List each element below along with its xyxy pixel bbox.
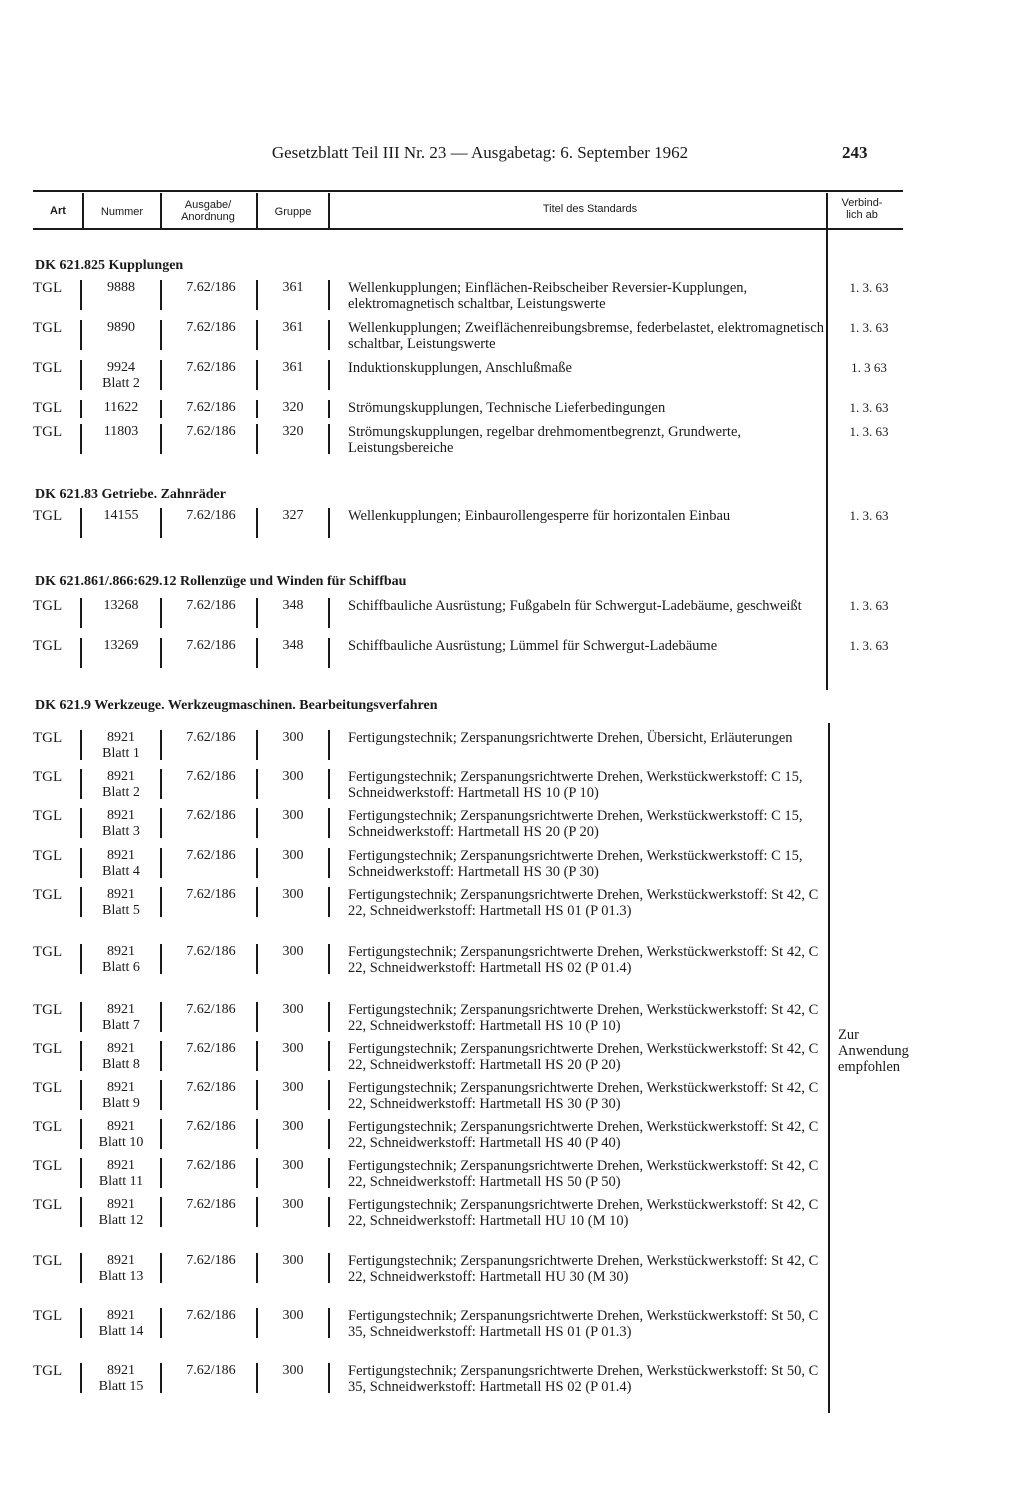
column-separator <box>80 424 82 454</box>
cell-nummer <box>86 848 156 880</box>
cell-ausgabe: 7.62/186 <box>186 887 236 902</box>
column-separator <box>256 638 258 668</box>
nummer-value: 11622 <box>103 400 139 415</box>
column-separator <box>256 1119 258 1149</box>
column-separator <box>80 887 82 917</box>
column-separator <box>256 508 258 538</box>
cell-ausgabe: 7.62/186 <box>186 638 236 653</box>
column-separator <box>160 1041 162 1071</box>
cell-verbindlich: 1. 3 63 <box>851 360 887 375</box>
cell-nummer <box>86 320 156 336</box>
table-row <box>0 280 1024 314</box>
header-divider <box>826 193 828 228</box>
table-row <box>0 638 1024 672</box>
cell-nummer <box>86 1197 156 1229</box>
header-divider <box>82 193 84 228</box>
cell-titel: Fertigungstechnik; Zerspanungsrichtwerte Drehen, Werkstückwerkstoff: C 15, Schneidwerkstoff: Hartmetall HS 20 (P 20) <box>348 808 803 840</box>
column-separator <box>160 769 162 799</box>
cell-nummer <box>86 944 156 976</box>
column-separator <box>160 400 162 418</box>
cell-nummer <box>86 808 156 840</box>
blatt-value: Blatt 4 <box>102 864 140 879</box>
nummer-value: 8921 <box>107 1041 135 1056</box>
column-header-gruppe: Gruppe <box>274 206 312 218</box>
cell-verbindlich: 1. 3. 63 <box>849 400 889 415</box>
table-row <box>0 887 1024 939</box>
column-separator <box>80 280 82 310</box>
column-separator <box>80 1363 82 1393</box>
section-title: DK 621.825 Kupplungen <box>35 258 184 273</box>
cell-nummer <box>86 1308 156 1340</box>
nummer-value: 9888 <box>107 280 135 295</box>
cell-nummer <box>86 1002 156 1034</box>
column-header-nummer: Nummer <box>100 206 144 218</box>
cell-nummer <box>86 400 156 416</box>
nummer-value: 8921 <box>107 769 135 784</box>
cell-gruppe: 361 <box>282 360 304 375</box>
column-header-ausgabe: Ausgabe/ Anordnung <box>181 199 235 223</box>
cell-nummer <box>86 1158 156 1190</box>
column-separator <box>160 1119 162 1149</box>
cell-gruppe: 300 <box>282 1197 304 1212</box>
section-title: DK 621.9 Werkzeuge. Werkzeugmaschinen. Bearbeitungsverfahren <box>35 698 438 713</box>
blatt-value: Blatt 12 <box>98 1213 144 1228</box>
column-separator <box>328 1158 330 1188</box>
cell-titel: Strömungskupplungen, regelbar drehmomentbegrenzt, Grundwerte, Leistungsbereiche <box>348 424 742 456</box>
verbindlich-column-rule <box>826 230 828 690</box>
cell-gruppe: 300 <box>282 1002 304 1017</box>
column-header-titel: Titel des Standards <box>542 203 638 215</box>
cell-ausgabe: 7.62/186 <box>186 508 236 523</box>
column-separator <box>256 400 258 418</box>
cell-ausgabe: 7.62/186 <box>186 1119 236 1134</box>
cell-gruppe: 300 <box>282 944 304 959</box>
cell-art: TGL <box>33 1197 63 1213</box>
nummer-value: 8921 <box>107 730 135 745</box>
nummer-value: 8921 <box>107 848 135 863</box>
nummer-value: 9924 <box>107 360 135 375</box>
column-separator <box>328 887 330 917</box>
column-separator <box>256 1158 258 1188</box>
blatt-value: Blatt 9 <box>102 1096 140 1111</box>
cell-titel: Fertigungstechnik; Zerspanungsrichtwerte Drehen, Werkstückwerkstoff: C 15, Schneidwerkstoff: Hartmetall HS 30 (P 30) <box>348 848 803 880</box>
column-separator <box>328 360 330 390</box>
cell-nummer <box>86 638 156 654</box>
column-separator <box>328 320 330 350</box>
cell-verbindlich: 1. 3. 63 <box>849 598 889 613</box>
column-separator <box>160 944 162 974</box>
column-separator <box>160 638 162 668</box>
column-separator <box>328 598 330 628</box>
column-separator <box>160 1253 162 1283</box>
nummer-value: 8921 <box>107 1002 135 1017</box>
cell-nummer <box>86 424 156 440</box>
column-separator <box>80 1308 82 1338</box>
cell-art: TGL <box>33 1041 63 1057</box>
cell-gruppe: 300 <box>282 1308 304 1323</box>
table-row <box>0 808 1024 842</box>
column-separator <box>328 944 330 974</box>
cell-art: TGL <box>33 769 63 785</box>
cell-art: TGL <box>33 1253 63 1269</box>
table-row <box>0 424 1024 458</box>
cell-ausgabe: 7.62/186 <box>186 730 236 745</box>
column-separator <box>80 598 82 628</box>
blatt-value: Blatt 6 <box>102 960 140 975</box>
cell-titel: Fertigungstechnik; Zerspanungsrichtwerte Drehen, Werkstückwerkstoff: St 42, C 22, Schneidwerkstoff: Hartmetall HU 10 (M 10) <box>348 1197 819 1229</box>
table-row <box>0 944 1024 996</box>
cell-gruppe: 361 <box>282 280 304 295</box>
cell-gruppe: 300 <box>282 1119 304 1134</box>
cell-art: TGL <box>33 508 63 524</box>
cell-art: TGL <box>33 1363 63 1379</box>
column-separator <box>328 808 330 838</box>
column-separator <box>328 1080 330 1110</box>
cell-titel: Schiffbauliche Ausrüstung; Lümmel für Schwergut-Ladebäume <box>348 638 718 654</box>
cell-art: TGL <box>33 1308 63 1324</box>
column-separator <box>80 1002 82 1032</box>
column-separator <box>160 424 162 454</box>
recommendation-brace <box>828 723 830 1413</box>
column-separator <box>160 360 162 390</box>
cell-art: TGL <box>33 808 63 824</box>
page-number: 243 <box>842 143 868 162</box>
cell-ausgabe: 7.62/186 <box>186 1253 236 1268</box>
table-header-bottom-rule <box>33 228 903 230</box>
table-row <box>0 1197 1024 1249</box>
column-separator <box>80 1253 82 1283</box>
blatt-value: Blatt 14 <box>98 1324 144 1339</box>
cell-art: TGL <box>33 320 63 336</box>
cell-titel: Fertigungstechnik; Zerspanungsrichtwerte Drehen, Werkstückwerkstoff: St 42, C 22, Schneidwerkstoff: Hartmetall HS 01 (P 01.3) <box>348 887 819 919</box>
cell-gruppe: 320 <box>282 400 304 415</box>
column-separator <box>160 1158 162 1188</box>
column-separator <box>256 808 258 838</box>
column-separator <box>160 1197 162 1227</box>
cell-nummer <box>86 1041 156 1073</box>
cell-titel: Schiffbauliche Ausrüstung; Fußgabeln für Schwergut-Ladebäume, geschweißt <box>348 598 802 614</box>
cell-verbindlich: 1. 3. 63 <box>849 508 889 523</box>
cell-gruppe: 300 <box>282 1253 304 1268</box>
column-separator <box>328 769 330 799</box>
column-separator <box>328 1363 330 1393</box>
column-separator <box>160 848 162 878</box>
column-separator <box>328 1308 330 1338</box>
cell-art: TGL <box>33 1158 63 1174</box>
cell-gruppe: 300 <box>282 808 304 823</box>
table-row <box>0 848 1024 882</box>
cell-titel: Fertigungstechnik; Zerspanungsrichtwerte Drehen, Werkstückwerkstoff: St 42, C 22, Schneidwerkstoff: Hartmetall HS 02 (P 01.4) <box>348 944 819 976</box>
cell-titel: Wellenkupplungen; Zweiflächenreibungsbremse, federbelastet, elektromagnetisch schaltbar, Leistungswerte <box>348 320 824 352</box>
column-separator <box>328 1253 330 1283</box>
cell-titel: Fertigungstechnik; Zerspanungsrichtwerte Drehen, Werkstückwerkstoff: St 42, C 22, Schneidwerkstoff: Hartmetall HS 50 (P 50) <box>348 1158 819 1190</box>
cell-art: TGL <box>33 638 63 654</box>
cell-titel: Fertigungstechnik; Zerspanungsrichtwerte Drehen, Werkstückwerkstoff: St 42, C 22, Schneidwerkstoff: Hartmetall HS 10 (P 10) <box>348 1002 819 1034</box>
column-separator <box>80 730 82 760</box>
table-row <box>0 730 1024 764</box>
cell-art: TGL <box>33 848 63 864</box>
cell-art: TGL <box>33 944 63 960</box>
column-separator <box>160 280 162 310</box>
cell-titel: Fertigungstechnik; Zerspanungsrichtwerte Drehen, Werkstückwerkstoff: St 42, C 22, Schneidwerkstoff: Hartmetall HS 30 (P 30) <box>348 1080 819 1112</box>
table-row <box>0 769 1024 803</box>
column-separator <box>328 638 330 668</box>
cell-titel: Fertigungstechnik; Zerspanungsrichtwerte Drehen, Werkstückwerkstoff: St 42, C 22, Schneidwerkstoff: Hartmetall HS 40 (P 40) <box>348 1119 819 1151</box>
column-separator <box>80 769 82 799</box>
column-separator <box>160 1363 162 1393</box>
side-note: Zur Anwendung empfohlen <box>838 1027 909 1075</box>
cell-ausgabe: 7.62/186 <box>186 598 236 613</box>
column-separator <box>256 1197 258 1227</box>
blatt-value: Blatt 11 <box>98 1174 144 1189</box>
column-separator <box>160 320 162 350</box>
table-row <box>0 1363 1024 1415</box>
column-separator <box>328 1119 330 1149</box>
column-separator <box>160 887 162 917</box>
cell-gruppe: 300 <box>282 769 304 784</box>
nummer-value: 14155 <box>103 508 139 523</box>
cell-gruppe: 300 <box>282 848 304 863</box>
column-separator <box>256 280 258 310</box>
cell-ausgabe: 7.62/186 <box>186 320 236 335</box>
nummer-value: 8921 <box>107 808 135 823</box>
cell-gruppe: 327 <box>282 508 304 523</box>
cell-verbindlich: 1. 3. 63 <box>849 424 889 439</box>
column-separator <box>328 424 330 454</box>
column-separator <box>256 598 258 628</box>
cell-ausgabe: 7.62/186 <box>186 1197 236 1212</box>
cell-art: TGL <box>33 598 63 614</box>
column-separator <box>80 1197 82 1227</box>
column-separator <box>160 1308 162 1338</box>
cell-nummer <box>86 598 156 614</box>
cell-nummer <box>86 280 156 296</box>
cell-gruppe: 300 <box>282 1080 304 1095</box>
column-separator <box>256 848 258 878</box>
section-title: DK 621.861/.866:629.12 Rollenzüge und Winden für Schiffbau <box>35 574 407 589</box>
page-header-title: Gesetzblatt Teil III Nr. 23 — Ausgabetag: 6. September 1962 <box>271 143 689 162</box>
nummer-value: 8921 <box>107 887 135 902</box>
column-separator <box>256 1080 258 1110</box>
cell-ausgabe: 7.62/186 <box>186 1308 236 1323</box>
cell-nummer <box>86 1253 156 1285</box>
cell-titel: Fertigungstechnik; Zerspanungsrichtwerte Drehen, Werkstückwerkstoff: C 15, Schneidwerkstoff: Hartmetall HS 10 (P 10) <box>348 769 803 801</box>
cell-art: TGL <box>33 1119 63 1135</box>
column-separator <box>328 1002 330 1032</box>
column-separator <box>328 730 330 760</box>
cell-art: TGL <box>33 280 63 296</box>
cell-titel: Fertigungstechnik; Zerspanungsrichtwerte Drehen, Übersicht, Erläuterungen <box>348 730 793 746</box>
column-separator <box>160 598 162 628</box>
column-separator <box>256 1041 258 1071</box>
cell-gruppe: 348 <box>282 638 304 653</box>
nummer-value: 8921 <box>107 1197 135 1212</box>
nummer-value: 9890 <box>107 320 135 335</box>
cell-art: TGL <box>33 424 63 440</box>
cell-ausgabe: 7.62/186 <box>186 848 236 863</box>
cell-titel: Fertigungstechnik; Zerspanungsrichtwerte Drehen, Werkstückwerkstoff: St 50, C 35, Schneidwerkstoff: Hartmetall HS 01 (P 01.3) <box>348 1308 819 1340</box>
column-separator <box>80 320 82 350</box>
cell-ausgabe: 7.62/186 <box>186 400 236 415</box>
cell-ausgabe: 7.62/186 <box>186 1080 236 1095</box>
blatt-value: Blatt 10 <box>98 1135 144 1150</box>
table-row <box>0 508 1024 542</box>
cell-nummer <box>86 887 156 919</box>
nummer-value: 8921 <box>107 1080 135 1095</box>
nummer-value: 13268 <box>103 598 139 613</box>
column-separator <box>80 638 82 668</box>
table-row <box>0 1308 1024 1360</box>
nummer-value: 8921 <box>107 1363 135 1378</box>
blatt-value: Blatt 2 <box>102 785 140 800</box>
cell-gruppe: 320 <box>282 424 304 439</box>
cell-ausgabe: 7.62/186 <box>186 1002 236 1017</box>
column-separator <box>160 808 162 838</box>
column-header-art: Art <box>50 205 66 217</box>
column-separator <box>256 1002 258 1032</box>
cell-ausgabe: 7.62/186 <box>186 424 236 439</box>
column-separator <box>328 508 330 538</box>
cell-nummer <box>86 730 156 762</box>
table-row <box>0 1119 1024 1153</box>
table-row <box>0 598 1024 632</box>
column-separator <box>80 808 82 838</box>
column-separator <box>328 400 330 418</box>
column-separator <box>160 508 162 538</box>
blatt-value: Blatt 13 <box>98 1269 144 1284</box>
cell-art: TGL <box>33 1080 63 1096</box>
table-row <box>0 320 1024 354</box>
column-separator <box>328 1041 330 1071</box>
column-separator <box>80 1158 82 1188</box>
column-separator <box>328 1197 330 1227</box>
cell-titel: Wellenkupplungen; Einbaurollengesperre für horizontalen Einbau <box>348 508 731 524</box>
column-separator <box>256 944 258 974</box>
column-separator <box>80 1119 82 1149</box>
column-separator <box>256 1308 258 1338</box>
header-divider <box>328 193 330 228</box>
cell-titel: Strömungskupplungen, Technische Lieferbedingungen <box>348 400 666 416</box>
cell-titel: Wellenkupplungen; Einflächen-Reibscheiber Reversier-Kupplungen, elektromagnetisch schaltbar, Leistungswerte <box>348 280 748 312</box>
blatt-value: Blatt 7 <box>102 1018 140 1033</box>
column-separator <box>80 1080 82 1110</box>
cell-art: TGL <box>33 360 63 376</box>
column-separator <box>256 360 258 390</box>
blatt-value: Blatt 8 <box>102 1057 140 1072</box>
cell-verbindlich: 1. 3. 63 <box>849 280 889 295</box>
cell-titel: Fertigungstechnik; Zerspanungsrichtwerte Drehen, Werkstückwerkstoff: St 50, C 35, Schneidwerkstoff: Hartmetall HS 02 (P 01.4) <box>348 1363 819 1395</box>
cell-gruppe: 300 <box>282 1158 304 1173</box>
cell-ausgabe: 7.62/186 <box>186 808 236 823</box>
column-separator <box>256 320 258 350</box>
table-row <box>0 1158 1024 1192</box>
nummer-value: 8921 <box>107 1253 135 1268</box>
column-separator <box>328 848 330 878</box>
column-separator <box>256 1363 258 1393</box>
table-row <box>0 1253 1024 1305</box>
table-row <box>0 400 1024 418</box>
cell-gruppe: 300 <box>282 730 304 745</box>
nummer-value: 8921 <box>107 1308 135 1323</box>
column-separator <box>256 730 258 760</box>
column-header-verbindlich: Verbind- lich ab <box>841 197 883 221</box>
column-separator <box>328 280 330 310</box>
column-separator <box>256 1253 258 1283</box>
cell-titel: Fertigungstechnik; Zerspanungsrichtwerte Drehen, Werkstückwerkstoff: St 42, C 22, Schneidwerkstoff: Hartmetall HU 30 (M 30) <box>348 1253 819 1285</box>
table-top-rule <box>33 190 903 192</box>
column-separator <box>80 508 82 538</box>
cell-nummer <box>86 360 156 392</box>
column-separator <box>80 360 82 390</box>
cell-gruppe: 300 <box>282 1041 304 1056</box>
cell-ausgabe: 7.62/186 <box>186 1041 236 1056</box>
cell-nummer <box>86 508 156 524</box>
column-separator <box>160 1002 162 1032</box>
cell-ausgabe: 7.62/186 <box>186 1363 236 1378</box>
cell-ausgabe: 7.62/186 <box>186 280 236 295</box>
cell-art: TGL <box>33 730 63 746</box>
blatt-value: Blatt 5 <box>102 903 140 918</box>
cell-gruppe: 348 <box>282 598 304 613</box>
column-separator <box>80 1041 82 1071</box>
header-divider <box>256 193 258 228</box>
blatt-value: Blatt 3 <box>102 824 140 839</box>
blatt-value: Blatt 1 <box>102 746 140 761</box>
cell-art: TGL <box>33 887 63 903</box>
cell-gruppe: 300 <box>282 887 304 902</box>
header-divider <box>160 193 162 228</box>
cell-nummer <box>86 1363 156 1395</box>
nummer-value: 8921 <box>107 944 135 959</box>
nummer-value: 8921 <box>107 1119 135 1134</box>
table-row <box>0 1080 1024 1114</box>
cell-ausgabe: 7.62/186 <box>186 944 236 959</box>
cell-art: TGL <box>33 400 63 416</box>
column-separator <box>80 848 82 878</box>
column-separator <box>256 887 258 917</box>
column-separator <box>256 769 258 799</box>
cell-verbindlich: 1. 3. 63 <box>849 320 889 335</box>
blatt-value: Blatt 2 <box>102 376 140 391</box>
nummer-value: 8921 <box>107 1158 135 1173</box>
cell-ausgabe: 7.62/186 <box>186 769 236 784</box>
nummer-value: 13269 <box>103 638 139 653</box>
cell-nummer <box>86 1080 156 1112</box>
cell-verbindlich: 1. 3. 63 <box>849 638 889 653</box>
column-separator <box>80 400 82 418</box>
cell-art: TGL <box>33 1002 63 1018</box>
cell-ausgabe: 7.62/186 <box>186 360 236 375</box>
cell-nummer <box>86 769 156 801</box>
cell-gruppe: 361 <box>282 320 304 335</box>
column-separator <box>80 944 82 974</box>
column-separator <box>160 730 162 760</box>
cell-gruppe: 300 <box>282 1363 304 1378</box>
column-separator <box>256 424 258 454</box>
cell-ausgabe: 7.62/186 <box>186 1158 236 1173</box>
cell-titel: Fertigungstechnik; Zerspanungsrichtwerte Drehen, Werkstückwerkstoff: St 42, C 22, Schneidwerkstoff: Hartmetall HS 20 (P 20) <box>348 1041 819 1073</box>
cell-titel: Induktionskupplungen, Anschlußmaße <box>348 360 572 376</box>
table-row <box>0 360 1024 394</box>
nummer-value: 11803 <box>103 424 139 439</box>
cell-nummer <box>86 1119 156 1151</box>
section-title: DK 621.83 Getriebe. Zahnräder <box>35 487 226 502</box>
column-separator <box>160 1080 162 1110</box>
blatt-value: Blatt 15 <box>98 1379 144 1394</box>
